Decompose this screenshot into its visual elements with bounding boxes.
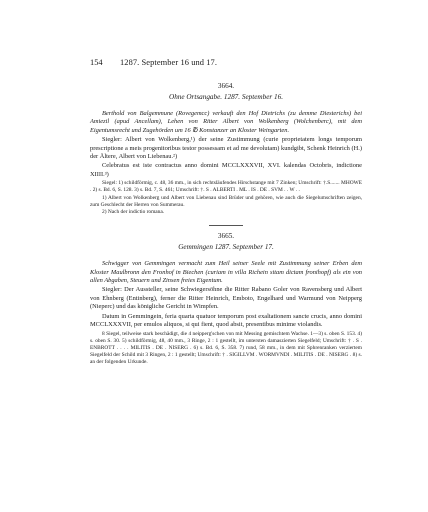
charter-summary: Schwigger von Gemmingen vermacht zum Heil seiner Seele mit Zustimmung seiner Erben dem Kloster Maulbronn den Fronhof in Biechen (curiam in villa Richein sitam dictam fronihopf) als ein von allen Abgaben, Steuern und Zinsen freies Eigentum. <box>90 260 362 285</box>
charter-date-line: Gemmingen 1287. September 17. <box>178 243 274 252</box>
seal-note: Siegel: 1) schildförmig, c. 48, 36 mm., in sich rechtsläufendes Hirschstange mit 7 Zinken; Umschrift: †.S....... MHOWE . 2) s. Bd. 6, S. 128. 3) s. Bd. 7, S. 461; Umschrift: †. S . ALBERTI . ML . IS . DE . SVM . . W . . <box>90 180 362 194</box>
footnote: 1) Albert von Wolkenberg und Albert von Liebenau sind Brüder und gehören, wie auch die Siegelumschriften zeigen, zum Geschlecht der Herren von Summerau. <box>90 194 362 208</box>
charter-sealers: Siegler: Albert von Wolkenberg,¹) der seine Zustimmung (curie proprietatem longs temporum prescriptione a meis progenitoribus testor possessam et ad me devolutam) kundgibt, Schenk Heinrich (H.) der Ältere, Albert von Liebenau.²) <box>90 136 362 161</box>
seal-note: 8 Siegel, teilweise stark beschädigt, die 4 neipperg'schen von mit Messing gemischtem Wachse. 1—3) s. oben S. 153. 4) s. oben S. 30. 5) schildförmig, 48, 40 mm., 3 Ringe, 2 : 1 gestellt, im untersten damaszierten Siegelfeld; Umschrift: † . S . ENBROTT . . . . MILITIS . DE . NISERG . 6) s. Bd. 6, S. 358. 7) rund, 58 mm., in dem mit Sphrenranken verziertem Siegelfeld der Schild mit 3 Ringen, 2 : 1 gestellt; Umschrift: † . SIGILLVM . WORMVNDI . MILITIS . DE . NISERG . 8) s. an der folgenden Urkunde. <box>90 330 362 366</box>
section-divider <box>209 225 243 226</box>
charter-3665 <box>90 232 362 366</box>
charter-dating-clause: Celebratus est iste contractus anno domini MCCLXXXVII, XVI. kalendas Octobris, indictione XIIII.³) <box>90 162 362 178</box>
running-title: 1287. September 16 und 17. <box>120 58 218 67</box>
charter-summary: Berthold von Balgemmune (Rovegemcc) verkauft den Hof Dietrichs (zu demme Diesterichs) bei Amiezil (apud Ancellam), Lehen von Ritter Albert von Wolkenberg (Wolchenberc), mit dem Eigentumsrecht und Zugehörden um 16 ℔ Konstanzer an Kloster Weingarten. <box>90 110 362 134</box>
footnote: 2) Nach der indictio romana. <box>102 209 165 216</box>
page-number: 154 <box>90 58 103 67</box>
running-header <box>90 58 362 68</box>
charter-number: 3665. <box>217 232 235 241</box>
charter-date-line: Ohne Ortsangabe. 1287. September 16. <box>169 93 283 101</box>
charter-dating-clause: Datum in Gemmingein, feria quarta quatuor temporum post exaltationem sancte crucis, anno domini MCCLXXXVII, per emulos aliquos, si qui fient, quod absit, presentibus minime violandis. <box>90 312 362 329</box>
charter-number: 3664. <box>217 82 235 90</box>
charter-sealers: Siegler: Der Aussteller, seine Schwiegersöhne die Ritter Rabano Goler von Ravensberg und Albert von Ehnberg (Entinberg), ferner die Ritter Heinrich, Emboto, Engelhard und Warmund von Neipperg (Nieperc) und das königliche Gericht in Wimpfen. <box>90 286 362 311</box>
charter-3664 <box>90 82 362 216</box>
